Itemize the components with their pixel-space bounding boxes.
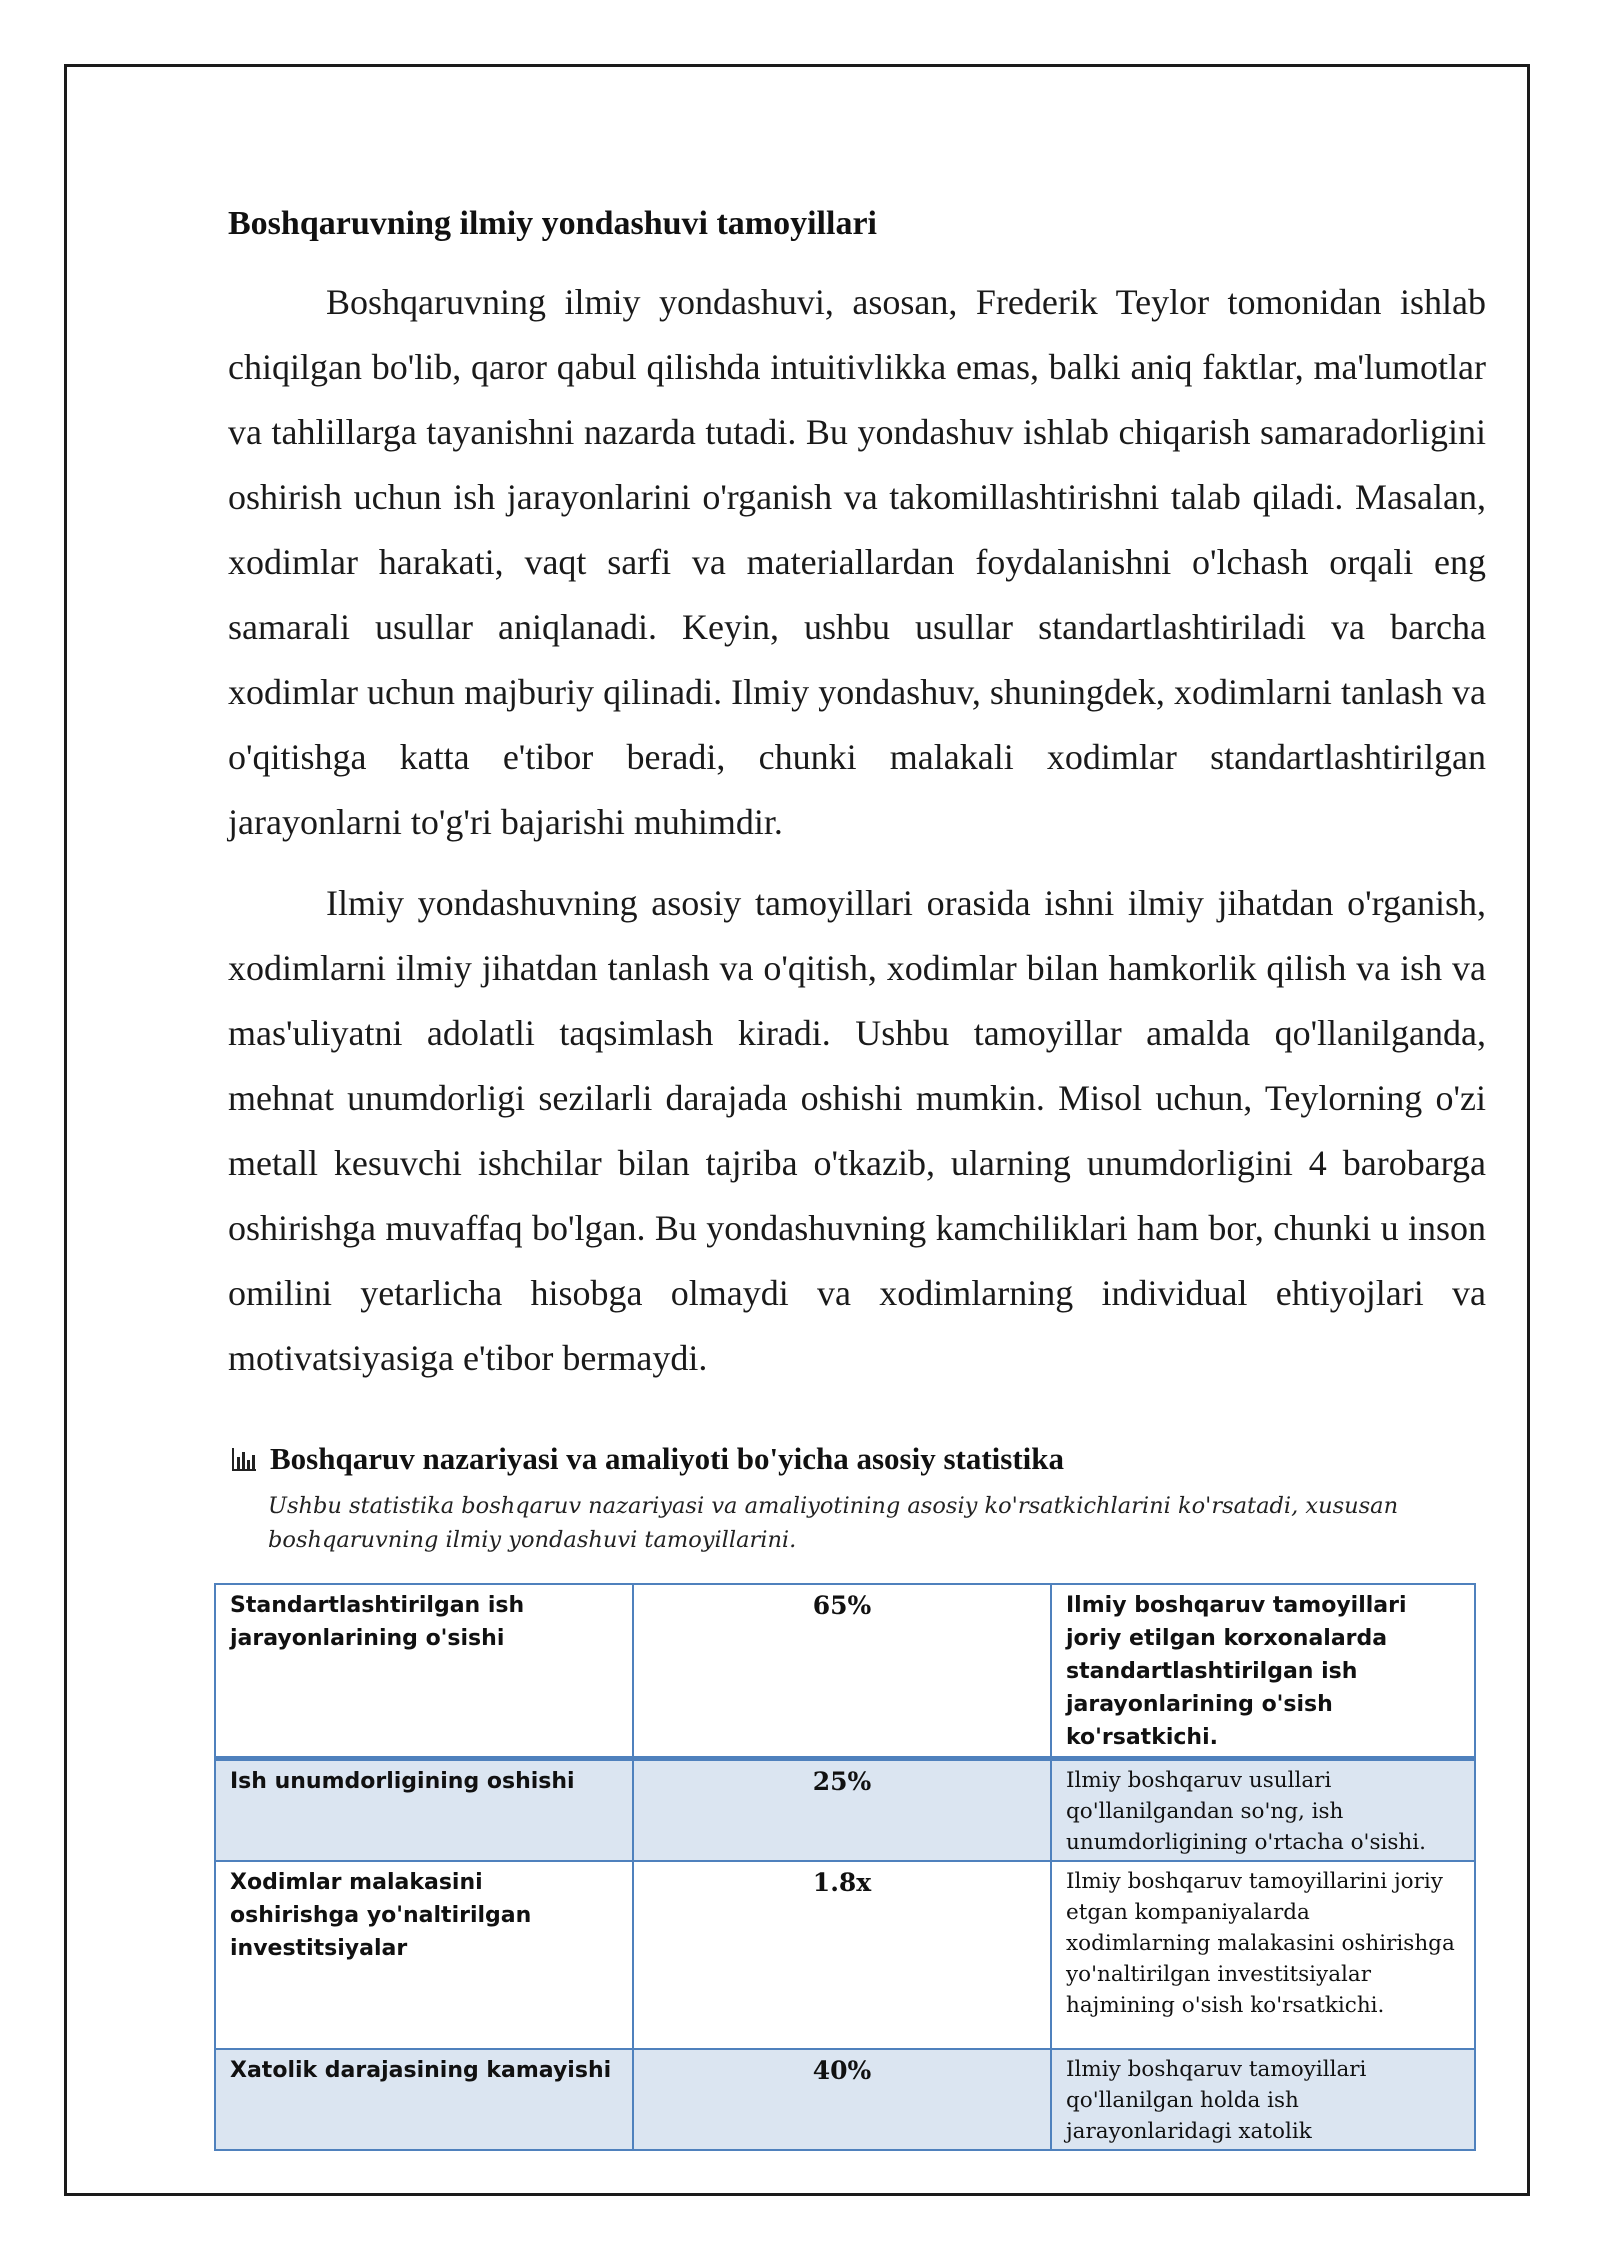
- section-heading: Boshqaruvning ilmiy yondashuvi tamoyillari: [228, 205, 877, 242]
- row-note: Ilmiy boshqaruv tamoyillari joriy etilgan korxonalarda standartlashtirilgan ish jarayonlarining o'sish ko'rsatkichi.: [1051, 1584, 1475, 1759]
- document-body: [228, 200, 1486, 1557]
- row-label: Xatolik darajasining kamayishi: [215, 2049, 633, 2150]
- bar-chart-icon: [230, 1445, 258, 1473]
- row-note: Ilmiy boshqaruv tamoyillari qo'llanilgan holda ish jarayonlaridagi xatolik: [1051, 2049, 1475, 2150]
- paragraph-2: Ilmiy yondashuvning asosiy tamoyillari orasida ishni ilmiy jihatdan o'rganish, xodimlarni ilmiy jihatdan tanlash va o'qitish, xodimlar bilan hamkorlik qilish va ish va mas'uliyatni adolatli taqsimlash kiradi. Ushbu tamoyillar amalda qo'llanilganda, mehnat unumdorligi sezilarli darajada oshishi mumkin. Misol uchun, Teylorning o'zi metall kesuvchi ishchilar bilan tajriba o'tkazib, ularning unumdorligini 4 barobarga oshirishga muvaffaq bo'lgan. Bu yondashuvning kamchiliklari ham bor, chunki u inson omilini yetarlicha hisobga olmaydi va xodimlarning individual ehtiyojlari va motivatsiyasiga e'tibor bermaydi.: [228, 883, 1486, 1378]
- row-note: Ilmiy boshqaruv tamoyillarini joriy etgan kompaniyalarda xodimlarning malakasini oshirishga yo'naltirilgan investitsiyalar hajmining o'sish ko'rsatkichi.: [1051, 1861, 1475, 2049]
- statistics-table: [214, 1583, 1476, 2151]
- row-label: Standartlashtirilgan ish jarayonlarining o'sishi: [215, 1584, 633, 1759]
- table-row: [215, 1759, 1475, 1862]
- row-value: 1.8x: [633, 1861, 1051, 2049]
- row-note: Ilmiy boshqaruv usullari qo'llanilgandan so'ng, ish unumdorligining o'rtacha o'sishi.: [1051, 1759, 1475, 1862]
- row-value: 65%: [633, 1584, 1051, 1759]
- table-row: [215, 1584, 1475, 1759]
- table-row: [215, 1861, 1475, 2049]
- table-row: [215, 2049, 1475, 2150]
- paragraph-1: Boshqaruvning ilmiy yondashuvi, asosan, Frederik Teylor tomonidan ishlab chiqilgan bo'lib, qaror qabul qilishda intuitivlikka emas, balki aniq faktlar, ma'lumotlar va tahlillarga tayanishni nazarda tutadi. Bu yondashuv ishlab chiqarish samaradorligini oshirish uchun ish jarayonlarini o'rganish va takomillashtirishni talab qiladi. Masalan, xodimlar harakati, vaqt sarfi va materiallardan foydalanishni o'lchash orqali eng samarali usullar aniqlanadi. Keyin, ushbu usullar standartlashtiriladi va barcha xodimlar uchun majburiy qilinadi. Ilmiy yondashuv, shuningdek, xodimlarni tanlash va o'qitishga katta e'tibor beradi, chunki malakali xodimlar standartlashtirilgan jarayonlarni to'g'ri bajarishi muhimdir.: [228, 282, 1486, 842]
- statistics-title-text: Boshqaruv nazariyasi va amaliyoti bo'yicha asosiy statistika: [270, 1441, 1065, 1476]
- row-value: 40%: [633, 2049, 1051, 2150]
- row-label: Ish unumdorligining oshishi: [215, 1759, 633, 1862]
- row-label: Xodimlar malakasini oshirishga yo'naltirilgan investitsiyalar: [215, 1861, 633, 2049]
- row-value: 25%: [633, 1759, 1051, 1862]
- statistics-title: [228, 1441, 1486, 1477]
- statistics-subtitle: Ushbu statistika boshqaruv nazariyasi va amaliyotining asosiy ko'rsatkichlarini ko'rsatadi, xususan boshqaruvning ilmiy yondashuvi tamoyillarini.: [268, 1493, 1399, 1553]
